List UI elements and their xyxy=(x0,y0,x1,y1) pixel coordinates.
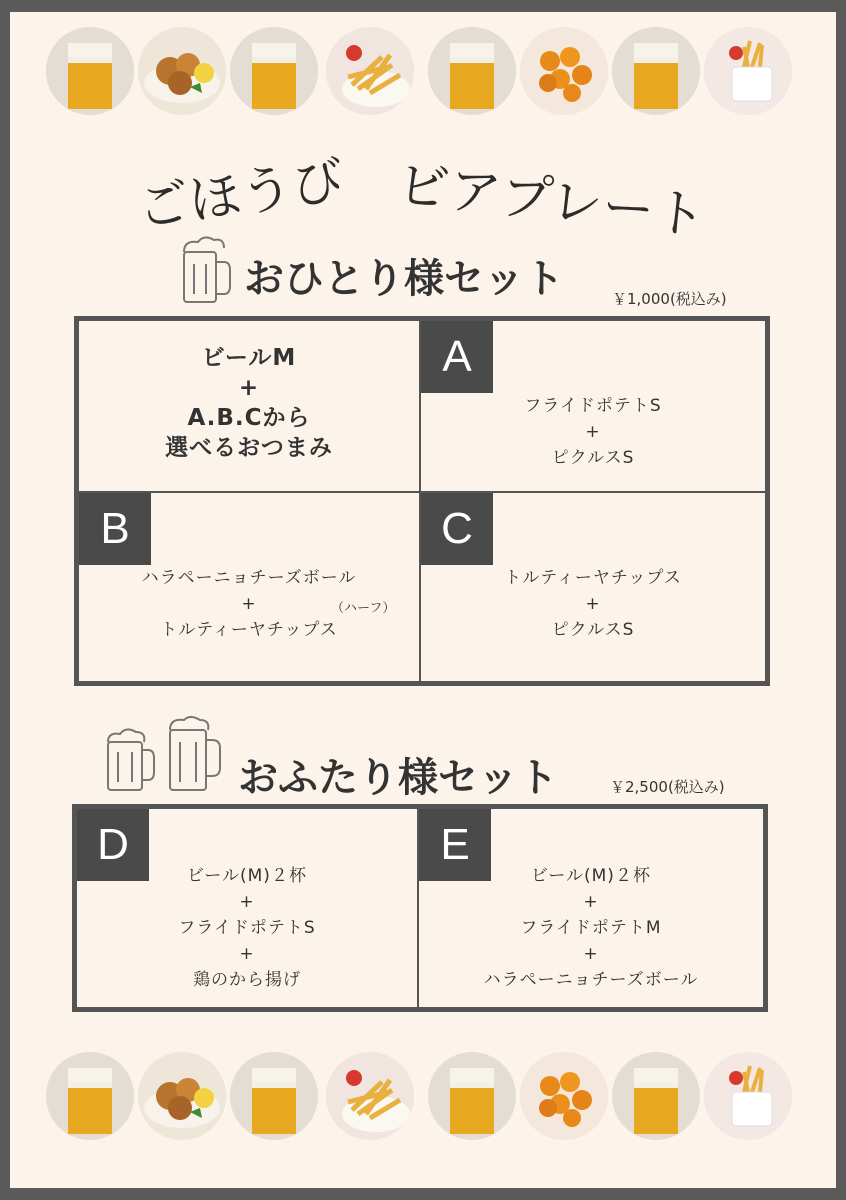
option-d-line-2: + xyxy=(239,892,255,912)
option-a-line-3: ピクルスS xyxy=(551,448,635,468)
photo-row-bottom xyxy=(0,1052,846,1142)
beer-photo xyxy=(46,1052,134,1140)
cheese-ball-photo xyxy=(520,1052,608,1140)
option-e-line-4: + xyxy=(583,944,599,964)
option-e-line-5: ハラペーニョチーズボール xyxy=(483,970,699,990)
main-line-1: ビールM xyxy=(201,345,297,371)
beer-mugs-icon xyxy=(104,716,228,796)
beer-photo xyxy=(612,1052,700,1140)
pair-set-grid xyxy=(72,804,768,1012)
option-c-cell xyxy=(419,491,767,683)
pair-set-heading: おふたり様セット xyxy=(238,755,558,801)
option-b-letter: B xyxy=(79,493,151,565)
karaage-photo xyxy=(138,1052,226,1140)
option-c-line-2: + xyxy=(585,594,601,614)
option-b-line-2: + xyxy=(241,594,257,614)
fries-photo xyxy=(326,1052,414,1140)
option-b-half-note: （ハーフ） xyxy=(331,601,396,616)
beer-photo xyxy=(46,27,134,115)
option-d-line-4: + xyxy=(239,944,255,964)
option-d-line-5: 鶏のから揚げ xyxy=(193,970,301,990)
main-line-2: + xyxy=(238,375,260,401)
beer-photo xyxy=(230,27,318,115)
option-b-line-1: ハラペーニョチーズボール xyxy=(141,568,357,588)
option-a-cell xyxy=(419,319,767,493)
title-line-1: ごほうび xyxy=(133,150,348,240)
beer-photo xyxy=(612,27,700,115)
option-d-line-3: フライドポテトS xyxy=(178,918,316,938)
single-set-price: ￥1,000(税込み) xyxy=(612,290,727,308)
single-set-main-cell xyxy=(77,319,421,493)
option-d-cell xyxy=(75,807,419,1009)
single-set-grid xyxy=(74,316,770,686)
option-a-letter: A xyxy=(421,321,493,393)
beer-mug-icon xyxy=(178,236,234,306)
photo-row-top xyxy=(0,27,846,117)
option-c-line-3: ピクルスS xyxy=(551,620,635,640)
karaage-photo xyxy=(138,27,226,115)
beer-photo xyxy=(428,1052,516,1140)
fries-cup-photo xyxy=(704,1052,792,1140)
cheese-ball-photo xyxy=(520,27,608,115)
title-line-2: ビアプレート xyxy=(394,155,709,248)
option-e-line-2: + xyxy=(583,892,599,912)
option-e-line-1: ビール(M)２杯 xyxy=(531,866,651,886)
beer-photo xyxy=(230,1052,318,1140)
single-set-heading: おひとり様セット xyxy=(244,256,564,302)
option-d-line-1: ビール(M)２杯 xyxy=(187,866,307,886)
main-line-3: A.B.Cから xyxy=(187,405,311,431)
option-a-line-1: フライドポテトS xyxy=(524,396,662,416)
option-b-cell xyxy=(77,491,421,683)
fries-photo xyxy=(326,27,414,115)
pair-set-price: ￥2,500(税込み) xyxy=(610,778,725,796)
option-e-line-3: フライドポテトM xyxy=(520,918,662,938)
main-line-4: 選べるおつまみ xyxy=(165,435,333,461)
option-e-letter: E xyxy=(419,809,491,881)
option-d-letter: D xyxy=(77,809,149,881)
option-a-line-2: + xyxy=(585,422,601,442)
option-b-line-3: トルティーヤチップス xyxy=(160,620,338,640)
option-c-line-1: トルティーヤチップス xyxy=(504,568,682,588)
option-c-letter: C xyxy=(421,493,493,565)
beer-photo xyxy=(428,27,516,115)
fries-cup-photo xyxy=(704,27,792,115)
option-e-cell xyxy=(417,807,765,1009)
